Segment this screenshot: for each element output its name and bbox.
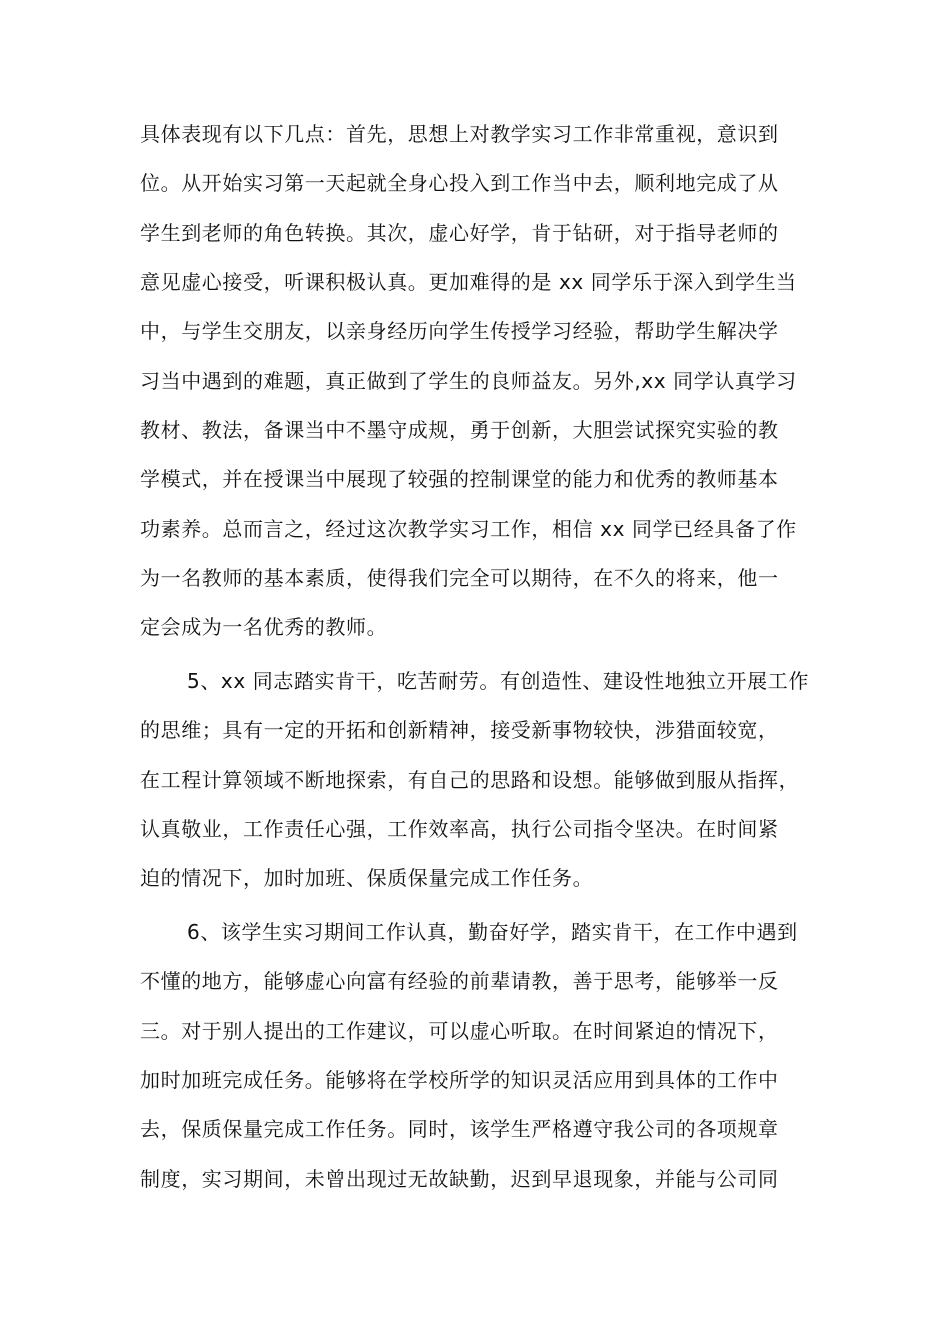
text-line: 意见虚心接受，听课积极认真。更加难得的是 xx 同学乐于深入到学生当 xyxy=(140,270,797,294)
paragraph-6-first-line: 6、该学生实习期间工作认真，勤奋好学，踏实肯干，在工作中遇到 xyxy=(187,920,798,944)
text-line: 的思维；具有一定的开拓和创新精神，接受新事物较快，涉猎面较宽， xyxy=(140,718,779,742)
text-line: 具体表现有以下几点：首先，思想上对教学实习工作非常重视，意识到 xyxy=(140,122,779,146)
text-line: 加时加班完成任务。能够将在学校所学的知识灵活应用到具体的工作中 xyxy=(140,1068,779,1092)
text-line: 中，与学生交朋友，以亲身经历向学生传授学习经验，帮助学生解决学 xyxy=(140,319,779,343)
text-line: 为一名教师的基本素质，使得我们完全可以期待，在不久的将来，他一 xyxy=(140,566,779,590)
text-line: 不懂的地方，能够虚心向富有经验的前辈请教，善于思考，能够举一反 xyxy=(140,969,779,993)
text-line: 制度，实习期间，未曾出现过无故缺勤，迟到早退现象，并能与公司同 xyxy=(140,1167,779,1191)
text-line: 学生到老师的角色转换。其次，虚心好学，肯于钻研，对于指导老师的 xyxy=(140,221,779,245)
text-line: 定会成为一名优秀的教师。 xyxy=(140,615,388,639)
text-line: 教材、教法，备课当中不墨守成规，勇于创新，大胆尝试探究实验的教 xyxy=(140,418,779,442)
text-line: 习当中遇到的难题，真正做到了学生的良师益友。另外,xx 同学认真学习 xyxy=(140,369,797,393)
text-line: 功素养。总而言之，经过这次教学实习工作，相信 xx 同学已经具备了作 xyxy=(140,517,797,541)
text-line: 去，保质保量完成工作任务。同时，该学生严格遵守我公司的各项规章 xyxy=(140,1117,779,1141)
text-line: 位。从开始实习第一天起就全身心投入到工作当中去，顺利地完成了从 xyxy=(140,171,779,195)
text-line: 迫的情况下，加时加班、保质保量完成工作任务。 xyxy=(140,866,594,890)
text-line: 认真敬业，工作责任心强，工作效率高，执行公司指令坚决。在时间紧 xyxy=(140,817,779,841)
paragraph-5-first-line: 5、xx 同志踏实肯干，吃苦耐劳。有创造性、建设性地独立开展工作 xyxy=(187,669,809,693)
text-line: 学模式，并在授课当中展现了较强的控制课堂的能力和优秀的教师基本 xyxy=(140,467,779,491)
text-line: 在工程计算领域不断地探索，有自己的思路和设想。能够做到服从指挥， xyxy=(140,768,800,792)
text-line: 三。对于别人提出的工作建议，可以虚心听取。在时间紧迫的情况下， xyxy=(140,1019,779,1043)
